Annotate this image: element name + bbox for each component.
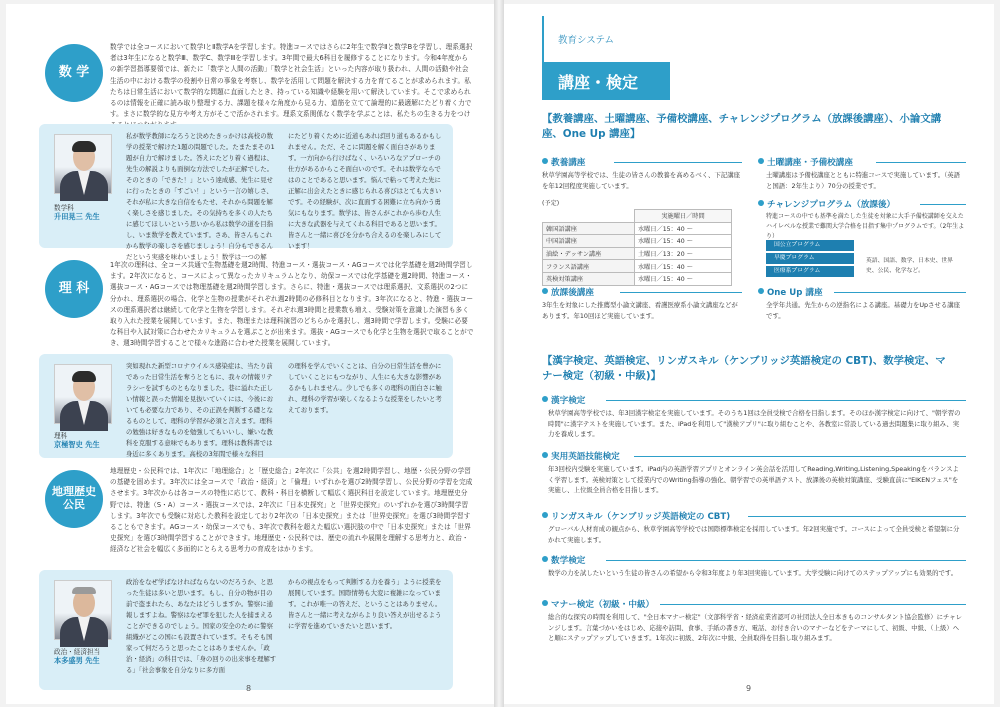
- kanji-text: 秋草学園高等学校では、年3回漢字検定を実施しています。そのうち1回は全員受検で合格を目指します。そのほか漢字検定に向けて、"朝学習の時間"に漢字テストを実施しています。また、iPadを利用して"漢検アプリ"に取り組むことや、各教室に常設している過去問題集に取り組み、実力を養成します。: [548, 409, 961, 439]
- page-number-left: 8: [246, 684, 252, 693]
- table-row: [543, 247, 732, 260]
- challenge-title: チャレンジプログラム（放課後）: [767, 200, 896, 210]
- lecture-schedule-table: [542, 209, 732, 286]
- page-title: 講座・検定: [542, 62, 670, 100]
- section-label: 教育システム: [558, 35, 615, 46]
- manner-text: 総合的な探究の時間を利用して、"全日本マナー検定"（文部科学省・経済産業省認可の社団法人全日本きものコンサルタント協会監修）にチャレンジします。言葉づかいをはじめ、応接や訪問、食事、手紙の書き方、電話、お付き合いのマナーなどをテーマにして、初級、中級、（上級）へと順にステップアップしていきます。1年次に初級、2年次に中級、全員取得を目指し取り組みます。: [548, 613, 962, 643]
- kanji-title: 漢字検定: [551, 396, 586, 406]
- science-teacher-talk-col2: の理科を学んでいくことは、自分の日常生活を豊かにしていくことにもつながり、人生にも大きな影響があるかもしれません。少しでも多くの理科の面白さに触れ、理科の学習が楽しくなるような授業をしたいと考えております。: [288, 362, 442, 414]
- math-teacher-talk-col2: にたどり着くために近道もあれば回り道もあるかもしれません。ただ、そこに問題を解く面白さがあります。一方向から行けばなく、いろいろなアプローチの仕方があるからこそ面白いのです。それは数学ならではのことであると思います。悩んで粘って考えた先に正解に出会えたときに感じられる喜びはとても大きいです。その経験が、次に直面する困難に立ち向かう勇気にもなります。数学は、皆さんがこれから歩む人生に大きな武器を与えてくれる科目であると思います。皆さんと一緒に喜びを分かち合えるのを楽しみにしています！: [288, 132, 442, 250]
- program-legend: [766, 240, 856, 279]
- table-row: [543, 222, 732, 235]
- manner-heading: [542, 598, 654, 610]
- sugaku-rule: [606, 560, 966, 561]
- bullet-icon: [542, 158, 548, 164]
- table-cell: 韓国語講座: [543, 222, 635, 235]
- doyo-text: 土曜講座は予備校講座とともに特進コースで実施しています。（英語と国語：2年生より）70分の授業です。: [766, 171, 961, 190]
- table-row: [543, 272, 732, 285]
- subject-badge-science: 理 科: [45, 260, 103, 318]
- linguaskill-rule: [748, 516, 966, 517]
- kanji-heading: [542, 394, 585, 406]
- science-teacher-photo: [54, 364, 112, 424]
- manner-title: マナー検定（初級・中級）: [551, 600, 655, 610]
- eigo-heading: [542, 450, 620, 462]
- photo-hair: [72, 141, 96, 152]
- science-teacher-name: 京極智史 先生: [54, 440, 100, 449]
- doyo-heading: [758, 156, 853, 168]
- subject-badge-math: 数 学: [45, 44, 103, 102]
- oneup-heading: [758, 286, 823, 298]
- bullet-icon: [542, 452, 548, 458]
- science-teacher-role: 理科: [54, 432, 68, 440]
- bullet-icon: [542, 396, 548, 402]
- table-cell: フランス語講座: [543, 260, 635, 273]
- kyoyo-title: 教養講座: [551, 158, 586, 168]
- binding-gutter: [494, 0, 504, 707]
- math-teacher-name: 升田晃三 先生: [54, 212, 100, 221]
- eigo-title: 実用英語技能検定: [551, 452, 620, 462]
- math-paragraph: 数学では全コースにおいて数学ⅠとⅡ数学Aを学習します。特進コースではさらに2年生で数学Ⅱと数学Bを学習し、理系選択者は3年生になると数学Ⅲ、数学C、数学Ⅲを学習します。3年間で最大6科目を履修することになります。今和4年度からの新学習指導要領では、新たに「数学と人間の活動」「数学と社会生活」といった内容が取り扱われ、人間の活動や社会生活の中における数学の役割や日常の事象を考察し、数学を活用して問題を解決する力を育てることが求められます。私たちは日常生活において数学的な問題に直面したとき、持っている知識や経験を用いて解決しています。そこで求められるのは情報を正確に読み取り整理する力、課題を様々な角度から見る力、道筋を立てて論理的に最適解にたどり着く力です。まさに数学的な見方や考え方がそこで活かされます。理系文系関係なく数学を学ぶことは、私たちの生きる力をつけ: [110, 43, 473, 119]
- challenge-subjects: 英語、国語、数学、日本史、世界史、公民、化学など。: [866, 258, 953, 274]
- bullet-icon: [758, 158, 764, 164]
- table-row: [543, 260, 732, 273]
- math-teacher-role: 数学科: [54, 204, 74, 212]
- linguaskill-title: リンガスキル（ケンブリッジ英語検定の CBT): [551, 512, 731, 522]
- photo-hair: [72, 587, 96, 594]
- hokago-heading: [542, 286, 594, 298]
- table-cell: 水曜日／15：40 〜: [635, 235, 732, 248]
- geo-teacher-talk-col1: 政治をなぜ学ばなければならないのだろうか、と思った生徒は多いと思います。もし、自分の物が目の前で盗まれたら、あなたはどうしますか。警察に通報しますよね。警察はなぜ罪を犯した人を捕まえることができるのでしょう。国家の安全のために警察組織がどこの国にも設置されています。そもそも国家って何だろうと思ったことはありませんか。「政治・経済」の科目では、「身の回りの出来事を理解する」「社会事象を自分なりに多方面: [126, 578, 277, 674]
- oneup-text: 全学年共通。先生からの逆指名による講座。基礎力をUpさせる講座です。: [766, 301, 961, 320]
- geo-teacher-photo: [54, 580, 112, 640]
- table-cell: 水曜日／15：40 〜: [635, 260, 732, 273]
- math-teacher-talk-col1: 私が数学教師になろうと決めたきっかけは高校の数学の授業で解けた1題の問題でした。たまたまその1題が自力で解けました。答えにたどり着く過程は、先生の解説よりも面倒な方法でしたが正解でした。そのときの「できた！」という達成感、先生に見せに行ったときの「すごい！」という一言の嬉しさ、それが私に大きな自信をもたせ、それから問題を解く楽しさを感じました。その気持ちを多くの人たちに感じてほしいという思いから私は数学の道を目指し、いま数学を教えています。さあ、皆さんもこれから数学の楽しさを感じましょう！自分もできるんだという実感を味わいましょう！数学は一つの解: [126, 132, 275, 261]
- hokago-text: 3年生を対象にした推薦型小論文講座、看護医療系小論文講座などがあります。年10回ほど実施しています。: [542, 301, 738, 320]
- challenge-heading: [758, 198, 895, 210]
- geo-teacher-role: 政治・経済担当: [54, 648, 101, 656]
- bullet-icon: [758, 200, 764, 206]
- bullet-icon: [758, 288, 764, 294]
- doyo-title: 土曜講座・予備校講座: [767, 158, 853, 168]
- course-group-heading: 【教養講座、土曜講座、予備校講座、チャレンジプログラム（放課後講座）、小論文講座、One Up 講座】: [542, 113, 942, 140]
- table-cell: 土曜日／13：20 〜: [635, 247, 732, 260]
- schedule-label: (予定): [542, 200, 560, 207]
- table-row: [543, 235, 732, 248]
- bullet-icon: [542, 512, 548, 518]
- sugaku-title: 数学検定: [551, 556, 586, 566]
- legend-item: 医療系プログラム: [766, 266, 854, 277]
- page-left: [6, 4, 494, 704]
- table-cell: 英検対策講座: [543, 272, 635, 285]
- hokago-title: 放課後講座: [551, 288, 594, 298]
- certification-group-heading: 【漢字検定、英語検定、リンガスキル（ケンブリッジ英語検定の CBT)、数学検定、マナー検定（初級・中級)】: [542, 355, 946, 382]
- table-cell: 水曜日／15：40 〜: [635, 222, 732, 235]
- page-right: [504, 4, 994, 704]
- kyoyo-text: 秋草学園高等学校では、生徒の皆さんの教養を高めるべく、下記講座を年12回程度実施しています。: [542, 171, 740, 190]
- geo-teacher-name: 本多盛男 先生: [54, 656, 100, 665]
- legend-item: 早慶プログラム: [766, 253, 854, 264]
- bullet-icon: [542, 288, 548, 294]
- table-header-row: [543, 210, 732, 223]
- kyoyo-heading: [542, 156, 585, 168]
- linguaskill-text: グローバル人材育成の観点から、秋草学園高等学校では国際標準検定を採用しています。年2回実施です。コースによって全員受検と希望制に分かれて実施します。: [548, 525, 960, 544]
- oneup-title: One Up 講座: [767, 288, 823, 298]
- science-paragraph: 1年次の理科は、全コース共通で生物基礎を週2時間、特進コース・選抜コース・AGコースでは化学基礎を週2時間学習します。2年次になると、コースによって異なったカリキュラムとなり、幼保コースでは化学基礎を週2時間、特進コース・選抜コース・AGコースでは物理基礎を週2時間学習します。さらに、特進・選抜コースでは理系選択、文系選択の2つに分かれ、理系選択の場合、化学と生物の授業がそれぞれ週2時間の必修科目となります。3年次になると、特進・選抜コースの理系選択者は継続して化学と生物を学習します。それぞれ週3時間と授業数も増え、受験対策を意識した演習も多く取り入れた授業を展開しています。また、物理または理科演習のどちらかを選択し、週3時間で学習します。受験に必要な科目や入試対策に合わせたカリキュラムを選ぶことが出来ます。選抜・AGコースでも化学と生物を選択で取ることができ、週3時間学習することで様々な進路に合わせた授業を展開しています。: [110, 261, 474, 348]
- math-teacher-photo: [54, 134, 112, 194]
- linguaskill-heading: [542, 510, 730, 522]
- eigo-rule: [634, 456, 966, 457]
- table-cell: 中国語講座: [543, 235, 635, 248]
- bullet-icon: [542, 556, 548, 562]
- hokago-rule: [620, 292, 742, 293]
- manner-rule: [660, 604, 966, 605]
- oneup-rule: [834, 292, 966, 293]
- doyo-rule: [876, 162, 966, 163]
- kanji-rule: [606, 400, 966, 401]
- science-teacher-talk-col1: 突如現れた新型コロナウイルス感染症は、当たり前であった日常生活を奪うとともに、我々の情報リテラシーを試すものともなりました。巷に溢れた正しい情報と誤った情報を見抜いていくには、今後においても必要な力であり、その正誤を判断する礎となるものとして、理科の学習が必須と言えます。理科の勉強は好きなものを勉強してもいいし、嫌いな教科を克服する意味でもあります。理科は教科書では身近に多くあります。高校の3年間で様々な科目: [126, 362, 273, 458]
- table-cell: 油絵・デッサン講座: [543, 247, 635, 260]
- challenge-rule: [920, 204, 966, 205]
- page-number-right: 9: [746, 684, 752, 693]
- sugaku-heading: [542, 554, 585, 566]
- table-cell: 水曜日／15：40 〜: [635, 272, 732, 285]
- subject-badge-geo-history-civics: 地理歴史 公民: [45, 470, 103, 528]
- legend-item: 国公立プログラム: [766, 240, 854, 251]
- eigo-text: 年3回校内受験を実施しています。iPad内の英語学習アプリとオンライン英会話を活用してReading,Writing,Listening,Speakingをバランスよく学習します。英検対策として授業内でのWriting指導の強化、朝学習での英単語テスト、放課後の英検対策講座、受験直前に"EIKENフェス"を実施し、上位級全員合格を目指します。: [548, 465, 959, 495]
- table-header-cell: 実施曜日／時間: [635, 210, 732, 223]
- challenge-text: 特進コースの中でも基準を満たした生徒を対象に大手予備校講師を交えたハイレベルな授業で難関大学合格を目指す集中プログラムです。（2年生より）: [766, 213, 965, 240]
- geo-teacher-talk-col2: からの視点をもって判断する力を養う」ように授業を展開しています。国際情勢も大変に複雑になっています。これが唯一の答えだ、ということはありません。皆さんと一緒に考えながらより良い答えが出せるように学習を進めていきたいと思います。: [288, 578, 442, 630]
- photo-hair: [72, 371, 96, 382]
- sugaku-text: 数学の力を試したいという生徒の皆さんの希望から令和3年度より年3回実施しています。大学受験に向けてのステップアップにも効果的です。: [548, 569, 958, 577]
- geo-paragraph: 地理歴史・公民科では、1年次に「地理総合」と「歴史総合」2年次に「公共」を週2時間学習し、地歴・公民分野の学習の基礎を固めます。3年次には全コースで「政治・経済」と「倫理」いずれかを選び2時間学習し、公民分野の学習を完成させます。3年次からは各コースの特性に応じて、教科・科目を横断して幅広く選択科目を設定しています。地理歴史分野では、特進（S・A）コース・選抜コースでは、2年次に「日本史探究」と「世界史探究」のいずれかを選び3時間学習します。3年次でも受験に対応した教科を設定しており2年次の「日本史探究」または「世界史探究」を選び3時間学習することもできます。AGコース・幼保コースでも、3年次で教科を超えた幅広い選択肢の中で「日本史探究」または「世界史探究」を選び3時間学習することができます。地理歴史・公民科では、歴史の流れや展開を理解する思考力と、政治・経済など社会を幅広く多面的にとらえる思考力の育成をはかります。: [110, 467, 473, 554]
- kyoyo-rule: [614, 162, 742, 163]
- table-corner-cell: [543, 210, 635, 223]
- bullet-icon: [542, 600, 548, 606]
